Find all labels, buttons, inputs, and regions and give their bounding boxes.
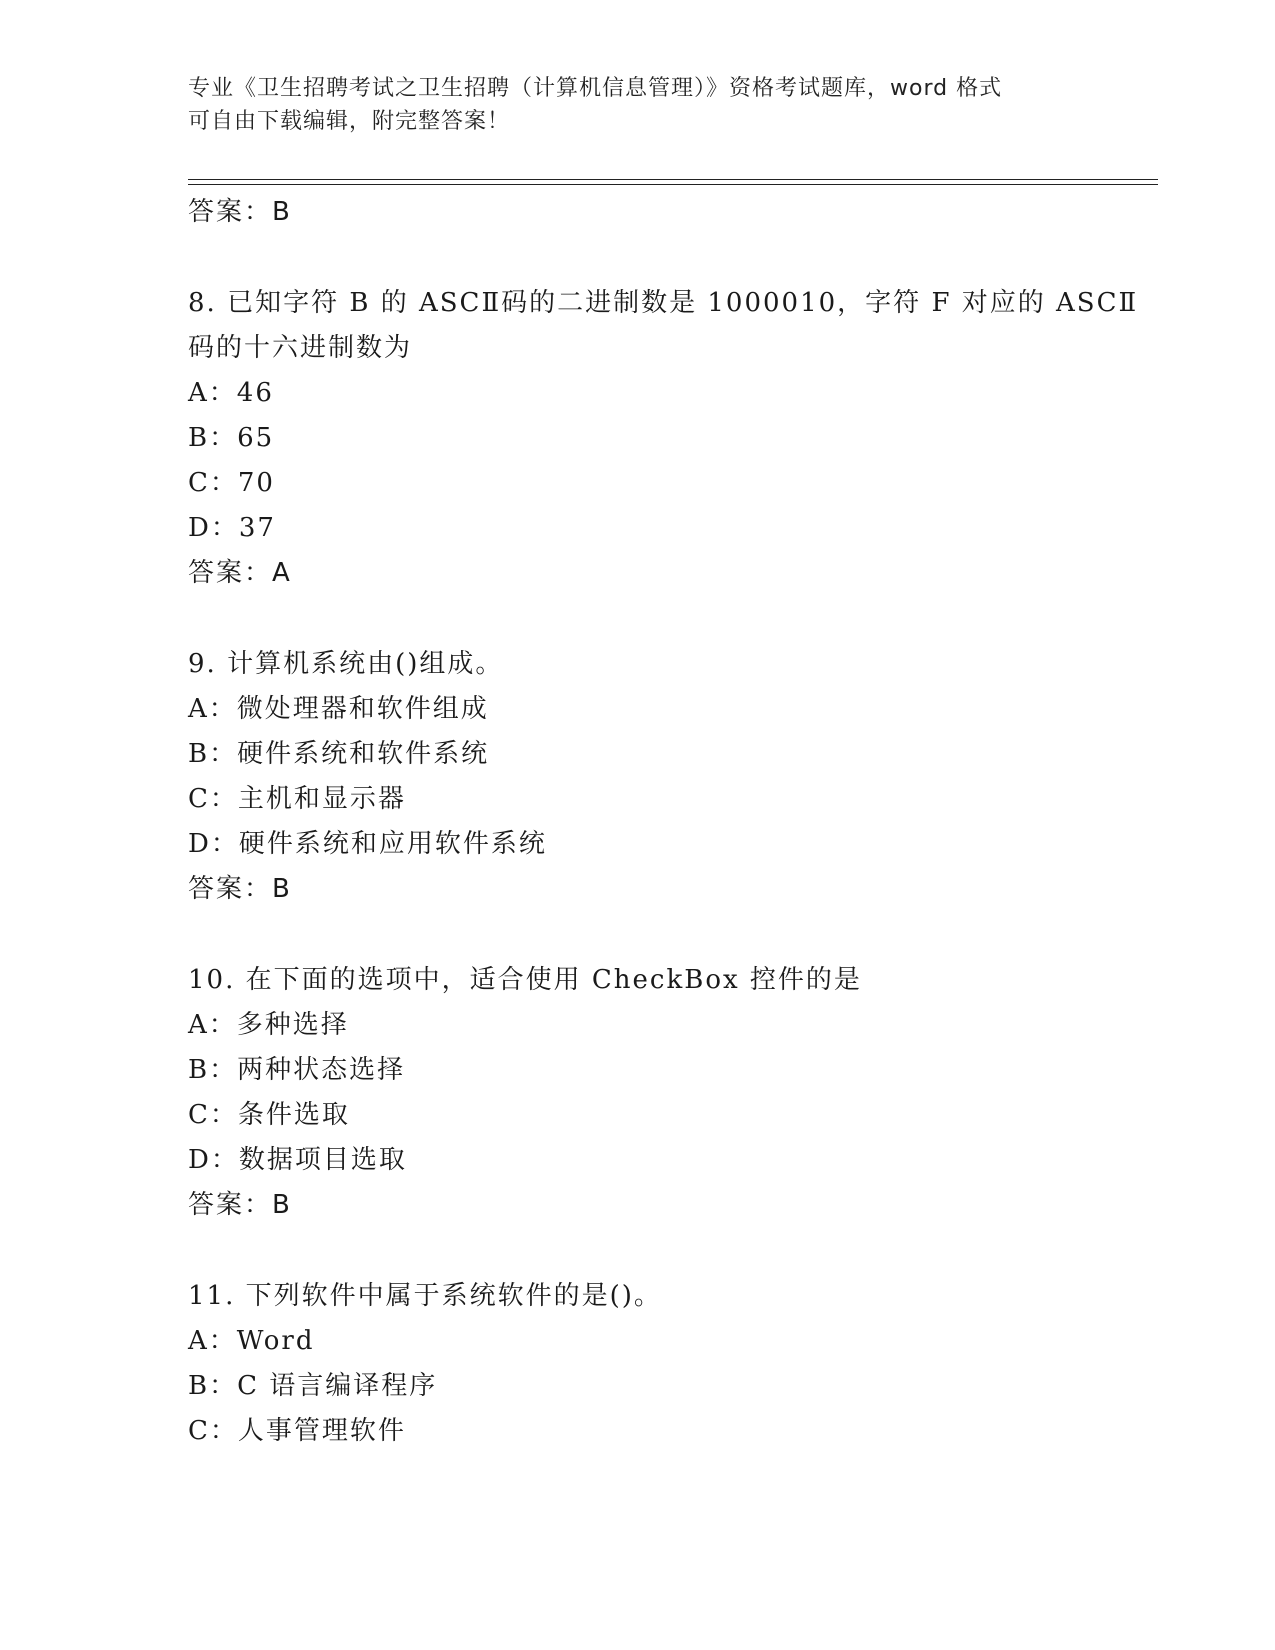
question-block [188,642,1088,912]
answer-line: 答案：B [188,197,292,227]
option-b: B：硬件系统和软件系统 [188,739,490,769]
option-c: C：人事管理软件 [188,1416,406,1446]
question-block [188,281,1139,596]
option-d: D：数据项目选取 [188,1145,407,1175]
header-line-2: 可自由下载编辑，附完整答案！ [188,109,511,134]
header-line-1: 专业《卫生招聘考试之卫生招聘（计算机信息管理）》资格考试题库，word 格式 [188,76,1003,101]
page-header [188,72,1068,138]
answer-line: 答案：B [188,1190,292,1220]
option-b: B：C 语言编译程序 [188,1371,438,1401]
option-a: A：微处理器和软件组成 [188,694,489,724]
option-d: D：37 [188,513,276,543]
option-b: B：两种状态选择 [188,1055,406,1085]
option-a: A：多种选择 [188,1010,349,1040]
option-a: A：Word [188,1326,315,1356]
question-stem: 11. 下列软件中属于系统软件的是()。 [188,1281,662,1311]
question-stem: 10. 在下面的选项中，适合使用 CheckBox 控件的是 [188,965,862,995]
answer-line: 答案：B [188,874,292,904]
question-stem: 8. 已知字符 B 的 ASCⅡ码的二进制数是 1000010，字符 F 对应的 ASCⅡ [188,288,1139,318]
question-block [188,1274,1088,1454]
option-d: D：硬件系统和应用软件系统 [188,829,547,859]
option-b: B：65 [188,423,275,453]
option-c: C：主机和显示器 [188,784,406,814]
header-rule [188,179,1158,180]
question-content [188,190,1139,1454]
option-a: A：46 [188,378,274,408]
question-block [188,958,1088,1228]
answer-line: 答案：A [188,558,292,588]
question-stem-continued: 码的十六进制数为 [188,333,413,363]
header-rule-second [188,184,1158,185]
question-stem: 9. 计算机系统由()组成。 [188,649,504,679]
option-c: C：70 [188,468,275,498]
option-c: C：条件选取 [188,1100,350,1130]
